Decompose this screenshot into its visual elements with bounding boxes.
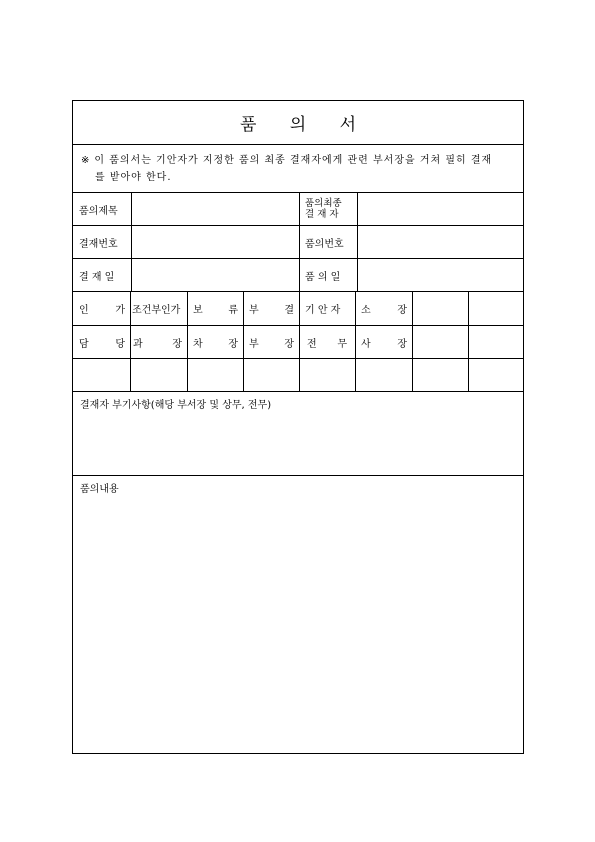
date-row — [73, 259, 523, 292]
grid-cell-staff: 담 당 — [79, 338, 125, 350]
reference-mark: ※ — [81, 155, 91, 166]
remarks-label: 결재자 부기사항(해당 부서장 및 상무, 전무) — [80, 400, 272, 411]
grid-cell-drafter: 기 안 자 — [305, 305, 341, 316]
final-approver-label-line2: 결 재 자 — [305, 209, 339, 220]
subject-label: 품의제목 — [79, 205, 118, 217]
request-date-field[interactable] — [357, 259, 523, 291]
approval-number-label: 결재번호 — [79, 238, 118, 250]
request-number-label: 품의번호 — [305, 238, 344, 250]
final-approver-field[interactable] — [357, 193, 523, 225]
signature-cell[interactable] — [299, 359, 355, 391]
grid-cell-managing-director: 전 무 — [307, 338, 347, 350]
number-row — [73, 226, 523, 259]
remarks-section[interactable] — [73, 392, 523, 476]
request-number-field[interactable] — [357, 226, 523, 258]
grid-cell-hold: 보 류 — [193, 305, 238, 316]
approval-date-field[interactable] — [131, 259, 299, 291]
grid-cell-conditional: 조건부인가 — [132, 305, 181, 316]
signature-cell[interactable] — [187, 359, 243, 391]
request-date-label: 품 의 일 — [305, 271, 341, 283]
approval-request-form — [72, 100, 524, 754]
subject-field[interactable] — [131, 193, 299, 225]
grid-cell-blank-3[interactable] — [412, 326, 468, 358]
notice-line-2: 를 받아야 한다. — [95, 172, 172, 183]
approval-number-field[interactable] — [131, 226, 299, 258]
content-section[interactable] — [73, 476, 523, 753]
grid-cell-director: 소 장 — [361, 305, 407, 316]
approval-grid-row-1 — [73, 292, 523, 326]
grid-cell-blank-2[interactable] — [468, 292, 523, 325]
notice-text — [73, 145, 523, 193]
signature-cell[interactable] — [130, 359, 187, 391]
grid-cell-approve: 인 가 — [79, 305, 125, 316]
subject-row — [73, 193, 523, 226]
document-title: 품 의 서 — [73, 101, 523, 145]
signature-cell[interactable] — [243, 359, 299, 391]
approval-grid-row-2 — [73, 326, 523, 359]
grid-cell-dept-head: 부 장 — [249, 338, 294, 350]
signature-cell[interactable] — [355, 359, 412, 391]
grid-cell-blank-4[interactable] — [468, 326, 523, 358]
approval-date-label: 결 재 일 — [79, 271, 115, 283]
grid-cell-president: 사 장 — [361, 338, 407, 350]
content-label: 품의내용 — [80, 484, 119, 495]
grid-cell-blank-1[interactable] — [412, 292, 468, 325]
grid-cell-section-chief: 과 장 — [133, 338, 182, 350]
signature-cell[interactable] — [412, 359, 468, 391]
signature-cell[interactable] — [468, 359, 523, 391]
notice-line-1: 이 품의서는 기안자가 지정한 품의 최종 결재자에게 관련 부서장을 거쳐 필히 결재 — [94, 155, 493, 166]
grid-cell-reject: 부 결 — [249, 305, 294, 316]
final-approver-label-line1: 품의최종 — [305, 198, 342, 209]
signature-row — [73, 359, 523, 392]
final-approver-label — [299, 193, 357, 225]
grid-cell-deputy: 차 장 — [193, 338, 238, 350]
signature-cell[interactable] — [73, 359, 130, 391]
